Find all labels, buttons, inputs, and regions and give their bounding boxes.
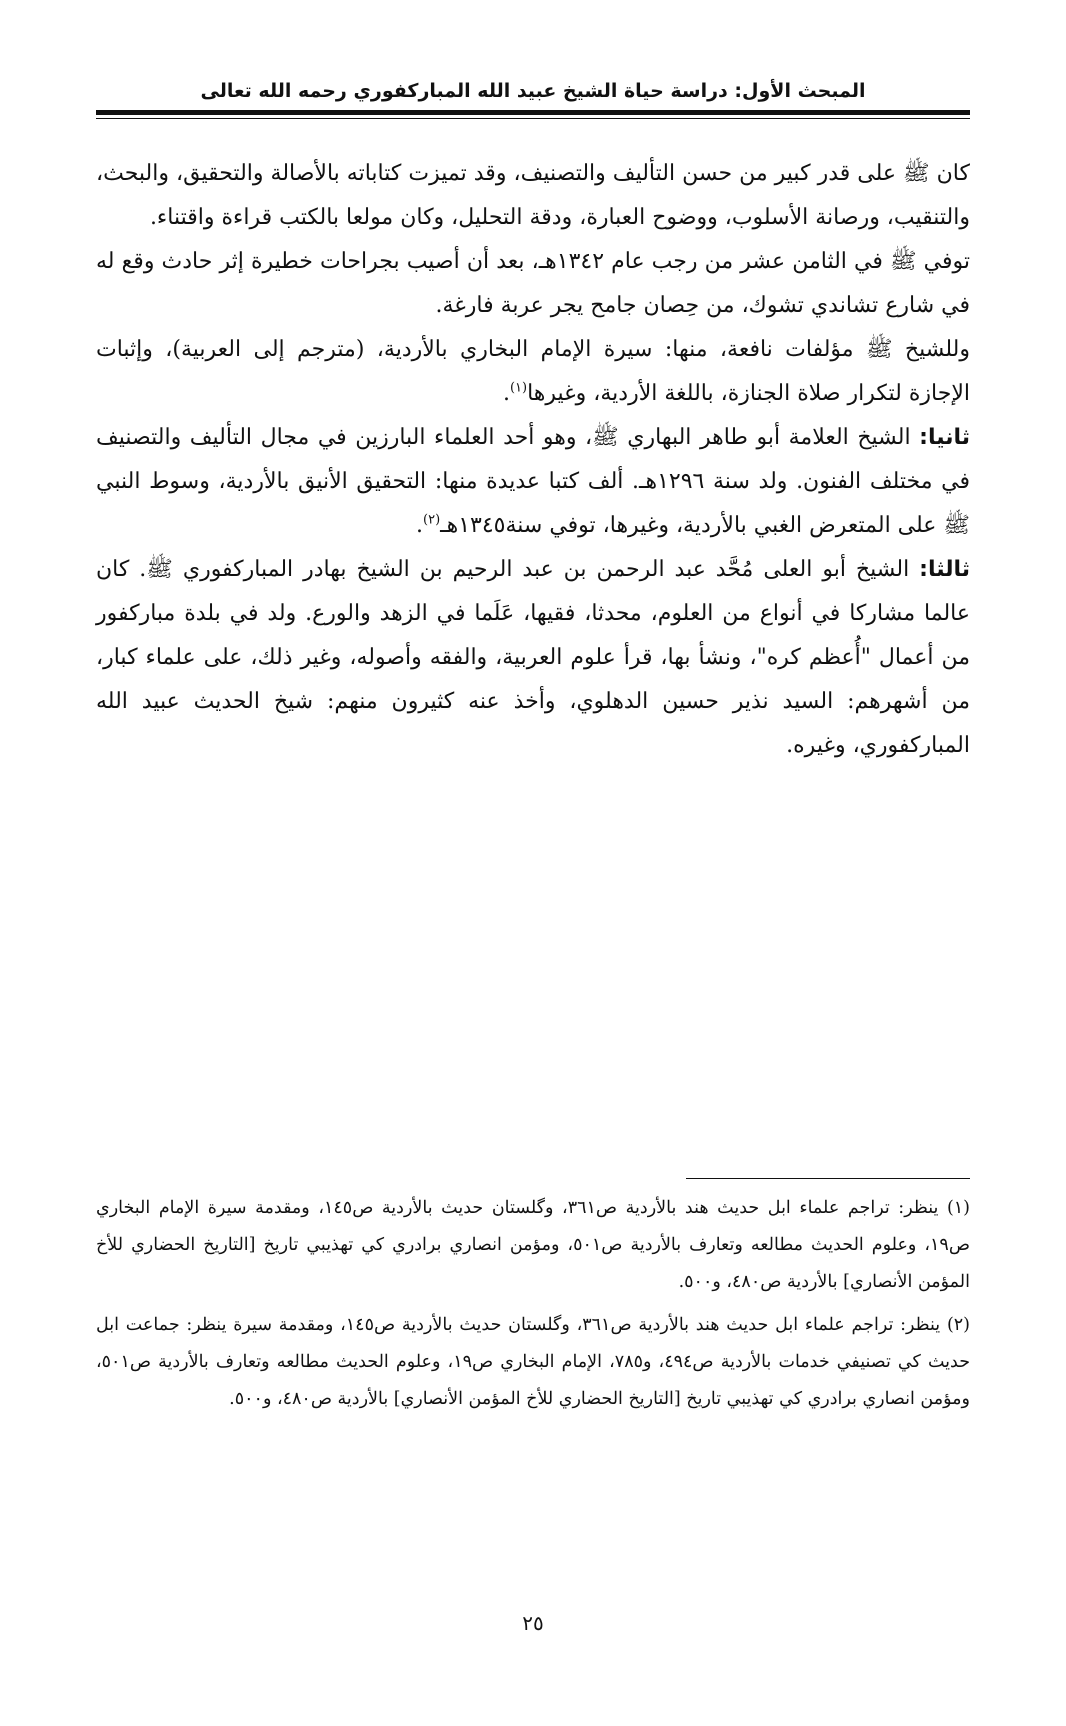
paragraph-lead: ثانيا: xyxy=(919,425,970,450)
footnote-text: ينظر: تراجم علماء ابل حديث هند بالأردية ص٣٦١، وگلستان حديث بالأردية ص١٤٥، ومقدمة سيرة ينظر: جماعت ابل حديث كي تصنيفي خدمات بالأردية ص٤٩٤، و٧٨٥، الإمام البخاري ص١٩، وعلوم الحديث مطالعه وتعارف بالأردية ص٥٠١، ومؤمن انصاري برادري كي تهذيبي تاريخ [التاريخ الحضاري للأخ المؤمن الأنصاري] بالأردية ص٤٨٠، و٥٠٠. xyxy=(96,1315,971,1409)
running-header: المبحث الأول: دراسة حياة الشيخ عبيد الله المباركفوري رحمه الله تعالى xyxy=(200,80,866,102)
paragraph-end: . xyxy=(502,381,510,406)
header-rule-thin xyxy=(96,118,970,119)
paragraph-text: الشيخ العلامة أبو طاهر البهاري ﷺ، وهو أحد العلماء البارزين في مجال التأليف والتصنيف في مختلف الفنون. ولد سنة ١٢٩٦هـ. ألف كتبا عديدة منها: التحقيق الأنيق بالأردية، وسوط النبي ﷺ على المتعرض الغبي بالأردية، وغيرها، توفي سنة١٣٤٥هـ xyxy=(96,425,971,538)
paragraph-second-teacher xyxy=(96,416,970,548)
page-number: ٢٥ xyxy=(522,1611,544,1635)
paragraph-text: الشيخ أبو العلى مُحَّد عبد الرحمن بن عبد الرحيم بن الشيخ بهادر المباركفوري ﷺ. كان عالما مشاركا في أنواع من العلوم، محدثا، فقيها، عَلَما في الزهد والورع. ولد في بلدة مباركفور من أعمال "أُعظم كره"، ونشأ بها، قرأ علوم العربية، والفقه وأصوله، وغير ذلك، على علماء كبار، من أشهرهم: السيد نذير حسين الدهلوي، وأخذ عنه كثيرون منهم: شيخ الحديث عبيد الله المباركفوري، وغيره. xyxy=(96,557,970,758)
paragraph-works xyxy=(96,328,970,416)
footnote-rule xyxy=(686,1178,970,1179)
footnotes xyxy=(96,1190,970,1424)
paragraph-lead: ثالثا: xyxy=(919,557,970,582)
paragraph-writing-style xyxy=(96,152,970,240)
paragraph-text: كان ﷺ على قدر كبير من حسن التأليف والتصنيف، وقد تميزت كتاباته بالأصالة والتحقيق، والبحث، والتنقيب، ورصانة الأسلوب، ووضوح العبارة، ودقة التحليل، وكان مولعا بالكتب قراءة واقتناء. xyxy=(96,161,970,230)
footnote-1 xyxy=(96,1190,970,1301)
footnote-marker: (٢) xyxy=(946,1315,970,1335)
footnote-2 xyxy=(96,1307,970,1418)
body-text xyxy=(96,152,970,768)
footnote-ref-2: (٢) xyxy=(423,512,441,528)
paragraph-death xyxy=(96,240,970,328)
paragraph-text: وللشيخ ﷺ مؤلفات نافعة، منها: سيرة الإمام البخاري بالأردية، (مترجم إلى العربية)، وإثبات الإجازة لتكرار صلاة الجنازة، باللغة الأردية، وغيرها xyxy=(96,337,970,406)
paragraph-text: توفي ﷺ في الثامن عشر من رجب عام ١٣٤٢هـ، بعد أن أصيب بجراحات خطيرة إثر حادث وقع له في شارع تشاندي تشوك، من حِصان جامح يجر عربة فارغة. xyxy=(96,249,971,318)
footnote-marker: (١) xyxy=(946,1198,970,1218)
footnote-text: ينظر: تراجم علماء ابل حديث هند بالأردية ص٣٦١، وگلستان حديث بالأردية ص١٤٥، ومقدمة سيرة الإمام البخاري ص١٩، وعلوم الحديث مطالعه وتعارف بالأردية ص٥٠١، ومؤمن انصاري برادري كي تهذيبي تاريخ [التاريخ الحضاري للأخ المؤمن الأنصاري] بالأردية ص٤٨٠، و٥٠٠. xyxy=(96,1198,971,1292)
footnote-ref-1: (١) xyxy=(509,380,528,396)
paragraph-end: . xyxy=(416,513,423,538)
paragraph-third-teacher xyxy=(96,548,970,768)
header-rule-thick xyxy=(96,110,970,115)
